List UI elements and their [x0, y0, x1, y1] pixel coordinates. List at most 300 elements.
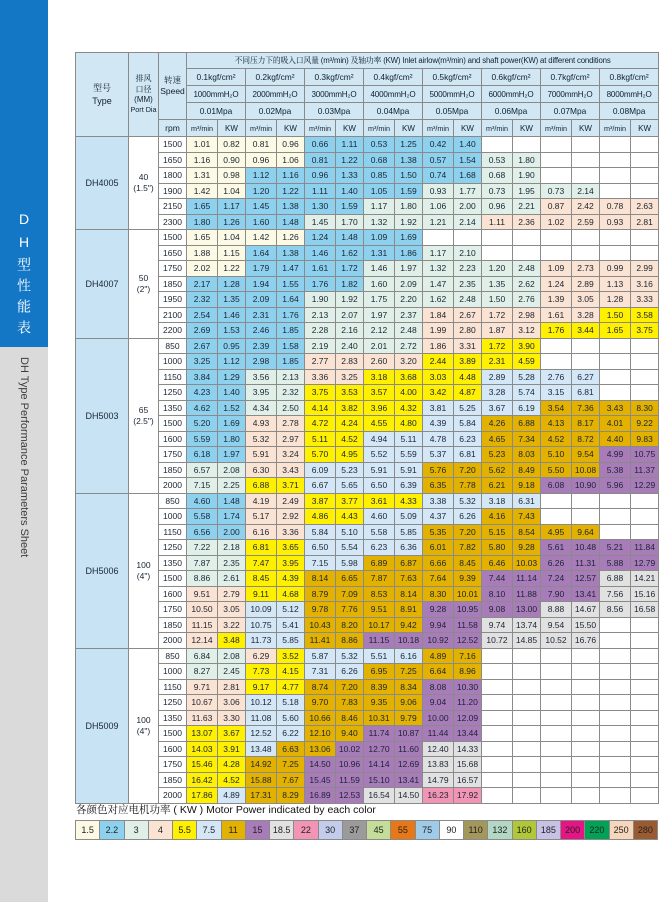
rpm-cell: 1500: [159, 571, 187, 587]
value-cell: 2.98: [513, 307, 541, 323]
value-cell: 2.00: [454, 199, 482, 215]
value-cell: 0.98: [218, 168, 246, 184]
value-cell: 6.63: [277, 741, 305, 757]
table-row: [76, 152, 659, 168]
value-cell: 12.79: [631, 555, 659, 571]
value-cell: 2.16: [336, 323, 364, 339]
value-cell: 3.12: [513, 323, 541, 339]
table-row: [76, 431, 659, 447]
value-cell: 3.25: [336, 369, 364, 385]
value-cell: 1.46: [305, 245, 336, 261]
value-cell: 5.50: [541, 462, 572, 478]
table-row: [76, 400, 659, 416]
value-cell: 5.80: [482, 540, 513, 556]
value-cell: 2.46: [246, 323, 277, 339]
value-cell: 11.08: [246, 710, 277, 726]
value-cell: [572, 710, 600, 726]
rpm-cell: 1500: [159, 726, 187, 742]
value-cell: 4.60: [364, 509, 395, 525]
value-cell: 1.22: [336, 152, 364, 168]
value-cell: 1.68: [454, 168, 482, 184]
header-pressure-mpa: 0.01Mpa: [187, 103, 246, 120]
value-cell: 1.22: [218, 261, 246, 277]
legend-item: 250: [610, 821, 634, 839]
value-cell: 3.36: [277, 524, 305, 540]
value-cell: 1.28: [600, 292, 631, 308]
value-cell: 3.77: [336, 493, 364, 509]
value-cell: [631, 493, 659, 509]
rpm-cell: 1150: [159, 524, 187, 540]
value-cell: 5.37: [423, 447, 454, 463]
value-cell: 2.40: [336, 338, 364, 354]
value-cell: 4.72: [305, 416, 336, 432]
value-cell: 4.33: [395, 493, 423, 509]
value-cell: [600, 741, 631, 757]
value-cell: 3.61: [364, 493, 395, 509]
value-cell: 1.72: [336, 261, 364, 277]
value-cell: 4.52: [336, 431, 364, 447]
value-cell: 13.06: [305, 741, 336, 757]
legend-note: 各颜色对应电机功率 ( KW ) Motor Power indicated by each color: [76, 804, 376, 816]
value-cell: [482, 710, 513, 726]
value-cell: 3.22: [218, 617, 246, 633]
value-cell: 8.54: [513, 524, 541, 540]
value-cell: 7.56: [600, 586, 631, 602]
value-cell: 9.54: [541, 617, 572, 633]
value-cell: 1.48: [336, 230, 364, 246]
value-cell: 4.43: [336, 509, 364, 525]
table-row: [76, 478, 659, 494]
value-cell: 10.66: [305, 710, 336, 726]
value-cell: [600, 137, 631, 153]
value-cell: 0.87: [541, 199, 572, 215]
value-cell: 11.15: [364, 633, 395, 649]
value-cell: 4.39: [423, 416, 454, 432]
value-cell: 5.91: [246, 447, 277, 463]
value-cell: [631, 664, 659, 680]
value-cell: 0.68: [482, 168, 513, 184]
value-cell: 5.70: [305, 447, 336, 463]
legend-item: 110: [464, 821, 488, 839]
value-cell: 2.48: [395, 323, 423, 339]
value-cell: 12.29: [631, 478, 659, 494]
value-cell: [541, 230, 572, 246]
value-cell: 5.85: [277, 633, 305, 649]
value-cell: 9.71: [187, 679, 218, 695]
value-cell: [572, 664, 600, 680]
value-cell: 2.77: [305, 354, 336, 370]
value-cell: 10.52: [541, 633, 572, 649]
value-cell: [541, 664, 572, 680]
value-cell: 1.40: [454, 137, 482, 153]
value-cell: [631, 338, 659, 354]
value-cell: [513, 788, 541, 804]
value-cell: 1.42: [187, 183, 218, 199]
value-cell: 1.11: [482, 214, 513, 230]
value-cell: 2.61: [218, 571, 246, 587]
value-cell: 3.38: [423, 493, 454, 509]
value-cell: [482, 648, 513, 664]
value-cell: 2.09: [246, 292, 277, 308]
value-cell: [482, 757, 513, 773]
value-cell: 1.22: [277, 183, 305, 199]
value-cell: 3.52: [277, 648, 305, 664]
port-dia-cell: 100 (4"): [129, 493, 159, 648]
value-cell: 0.78: [600, 199, 631, 215]
value-cell: 6.65: [336, 571, 364, 587]
value-cell: 1.54: [454, 152, 482, 168]
value-cell: 1.02: [541, 214, 572, 230]
value-cell: 4.77: [277, 679, 305, 695]
value-cell: 2.28: [305, 323, 336, 339]
value-cell: 2.10: [454, 245, 482, 261]
value-cell: [482, 230, 513, 246]
value-cell: 3.28: [572, 307, 600, 323]
value-cell: 4.60: [187, 493, 218, 509]
value-cell: 10.09: [246, 602, 277, 618]
value-cell: 3.91: [218, 741, 246, 757]
value-cell: 5.21: [600, 540, 631, 556]
legend-item: 90: [440, 821, 464, 839]
value-cell: 12.69: [395, 757, 423, 773]
value-cell: 9.04: [423, 695, 454, 711]
value-cell: 2.62: [513, 276, 541, 292]
value-cell: 4.95: [541, 524, 572, 540]
value-cell: 14.03: [187, 741, 218, 757]
table-row: [76, 679, 659, 695]
value-cell: 2.80: [454, 323, 482, 339]
value-cell: 2.19: [305, 338, 336, 354]
model-cell: DH4005: [76, 137, 129, 230]
value-cell: 7.25: [277, 757, 305, 773]
value-cell: 13.07: [187, 726, 218, 742]
value-cell: 1.72: [482, 338, 513, 354]
header-pressure-kgf: 0.4kgf/cm²: [364, 69, 423, 86]
value-cell: [513, 137, 541, 153]
value-cell: 15.45: [305, 772, 336, 788]
value-cell: 1.85: [277, 323, 305, 339]
header-pressure-kgf: 0.7kgf/cm²: [541, 69, 600, 86]
rpm-cell: 2000: [159, 633, 187, 649]
value-cell: 3.03: [423, 369, 454, 385]
header-pressure-kgf: 0.1kgf/cm²: [187, 69, 246, 86]
value-cell: 6.81: [246, 540, 277, 556]
value-cell: 3.81: [423, 400, 454, 416]
value-cell: 16.89: [305, 788, 336, 804]
value-cell: 2.13: [305, 307, 336, 323]
value-cell: 2.63: [631, 199, 659, 215]
value-cell: 4.34: [246, 400, 277, 416]
value-cell: 1.61: [541, 307, 572, 323]
value-cell: 4.00: [395, 385, 423, 401]
value-cell: 1.76: [277, 307, 305, 323]
value-cell: 1.80: [218, 431, 246, 447]
rpm-cell: 1350: [159, 400, 187, 416]
value-cell: 1.17: [423, 245, 454, 261]
header-power-unit: KW: [631, 120, 659, 137]
value-cell: 1.17: [218, 199, 246, 215]
value-cell: 10.96: [336, 757, 364, 773]
value-cell: [572, 168, 600, 184]
value-cell: 2.98: [246, 354, 277, 370]
value-cell: 5.65: [336, 478, 364, 494]
value-cell: [482, 245, 513, 261]
value-cell: 6.87: [395, 555, 423, 571]
value-cell: 3.90: [513, 338, 541, 354]
value-cell: 2.39: [246, 338, 277, 354]
value-cell: [600, 369, 631, 385]
rpm-cell: 2300: [159, 214, 187, 230]
value-cell: 2.69: [187, 323, 218, 339]
rpm-cell: 1150: [159, 679, 187, 695]
value-cell: [631, 788, 659, 804]
value-cell: 1.64: [277, 292, 305, 308]
value-cell: 8.49: [513, 462, 541, 478]
value-cell: 3.71: [277, 478, 305, 494]
table-row: [76, 648, 659, 664]
value-cell: 7.15: [305, 555, 336, 571]
legend-item: 45: [367, 821, 391, 839]
value-cell: 15.88: [246, 772, 277, 788]
value-cell: 2.00: [218, 524, 246, 540]
value-cell: 1.01: [187, 137, 218, 153]
value-cell: 11.63: [187, 710, 218, 726]
value-cell: 2.72: [395, 338, 423, 354]
value-cell: [572, 772, 600, 788]
rpm-cell: 1750: [159, 757, 187, 773]
value-cell: 7.82: [454, 540, 482, 556]
value-cell: 3.15: [541, 385, 572, 401]
table-row: [76, 633, 659, 649]
header-flow-unit: m³/min: [364, 120, 395, 137]
value-cell: 7.87: [364, 571, 395, 587]
value-cell: 8.86: [187, 571, 218, 587]
value-cell: 2.78: [277, 416, 305, 432]
rpm-cell: 2000: [159, 788, 187, 804]
header-power-unit: KW: [336, 120, 364, 137]
table-row: [76, 292, 659, 308]
value-cell: [482, 664, 513, 680]
value-cell: 1.88: [187, 245, 218, 261]
value-cell: 1.16: [277, 168, 305, 184]
value-cell: 16.42: [187, 772, 218, 788]
value-cell: 11.15: [187, 617, 218, 633]
rpm-cell: 1650: [159, 245, 187, 261]
table-row: [76, 695, 659, 711]
value-cell: 4.23: [187, 385, 218, 401]
value-cell: 14.92: [246, 757, 277, 773]
value-cell: [631, 230, 659, 246]
value-cell: [513, 679, 541, 695]
value-cell: 2.09: [395, 276, 423, 292]
value-cell: [600, 679, 631, 695]
value-cell: 10.50: [187, 602, 218, 618]
table-row: [76, 245, 659, 261]
value-cell: 3.16: [631, 276, 659, 292]
value-cell: [600, 788, 631, 804]
value-cell: 3.67: [482, 400, 513, 416]
value-cell: 4.86: [305, 509, 336, 525]
value-cell: 8.30: [423, 586, 454, 602]
legend-item: 37: [343, 821, 367, 839]
value-cell: 1.53: [218, 323, 246, 339]
value-cell: 1.28: [218, 276, 246, 292]
value-cell: [631, 726, 659, 742]
value-cell: [600, 493, 631, 509]
legend-item: 55: [391, 821, 415, 839]
value-cell: 5.51: [364, 648, 395, 664]
value-cell: 16.57: [454, 772, 482, 788]
rpm-cell: 1850: [159, 617, 187, 633]
value-cell: 8.14: [395, 586, 423, 602]
table-row: [76, 183, 659, 199]
value-cell: 4.40: [600, 431, 631, 447]
value-cell: 2.49: [277, 493, 305, 509]
value-cell: 0.81: [246, 137, 277, 153]
value-cell: 0.96: [246, 152, 277, 168]
rpm-cell: 2200: [159, 323, 187, 339]
table-row: [76, 276, 659, 292]
value-cell: 6.35: [423, 478, 454, 494]
value-cell: 8.08: [423, 679, 454, 695]
value-cell: 3.36: [305, 369, 336, 385]
value-cell: 6.46: [482, 555, 513, 571]
table-row: [76, 369, 659, 385]
value-cell: 3.57: [364, 385, 395, 401]
value-cell: 2.48: [513, 261, 541, 277]
value-cell: 1.39: [541, 292, 572, 308]
value-cell: 2.54: [187, 307, 218, 323]
value-cell: [454, 230, 482, 246]
value-cell: [600, 633, 631, 649]
value-cell: 2.02: [187, 261, 218, 277]
header-flow-unit: m³/min: [246, 120, 277, 137]
value-cell: [631, 245, 659, 261]
rpm-cell: 850: [159, 648, 187, 664]
header-pressure-mpa: 0.06Mpa: [482, 103, 541, 120]
value-cell: 2.32: [277, 385, 305, 401]
value-cell: 0.53: [364, 137, 395, 153]
value-cell: 6.95: [364, 664, 395, 680]
motor-power-legend: [75, 820, 658, 840]
value-cell: 9.18: [513, 478, 541, 494]
value-cell: 5.10: [541, 447, 572, 463]
rpm-cell: 1500: [159, 416, 187, 432]
value-cell: 12.57: [572, 571, 600, 587]
value-cell: 1.60: [246, 214, 277, 230]
value-cell: 3.43: [600, 400, 631, 416]
sidebar-gray-panel: [0, 347, 48, 902]
value-cell: 3.75: [631, 323, 659, 339]
rpm-cell: 1250: [159, 695, 187, 711]
value-cell: 6.66: [423, 555, 454, 571]
value-cell: 10.87: [395, 726, 423, 742]
value-cell: 1.45: [246, 199, 277, 215]
legend-item: 22: [294, 821, 318, 839]
value-cell: 5.61: [541, 540, 572, 556]
value-cell: 1.55: [277, 276, 305, 292]
value-cell: [600, 695, 631, 711]
value-cell: 1.38: [277, 245, 305, 261]
value-cell: 11.59: [336, 772, 364, 788]
value-cell: [600, 648, 631, 664]
value-cell: 4.39: [277, 571, 305, 587]
value-cell: 1.47: [277, 261, 305, 277]
value-cell: [541, 509, 572, 525]
value-cell: 4.65: [482, 431, 513, 447]
value-cell: 1.26: [218, 214, 246, 230]
value-cell: 4.62: [187, 400, 218, 416]
value-cell: [513, 772, 541, 788]
value-cell: 6.64: [423, 664, 454, 680]
value-cell: 11.14: [513, 571, 541, 587]
value-cell: 1.84: [423, 307, 454, 323]
value-cell: 3.28: [482, 385, 513, 401]
value-cell: 17.31: [246, 788, 277, 804]
model-cell: DH5009: [76, 648, 129, 803]
header-power-unit: KW: [572, 120, 600, 137]
value-cell: 1.95: [513, 183, 541, 199]
legend-item: 15: [246, 821, 270, 839]
value-cell: 17.92: [454, 788, 482, 804]
legend-item: 7.5: [197, 821, 221, 839]
value-cell: 7.36: [572, 400, 600, 416]
rpm-cell: 1000: [159, 664, 187, 680]
value-cell: 1.65: [187, 199, 218, 215]
rpm-cell: 1650: [159, 152, 187, 168]
value-cell: 3.18: [482, 493, 513, 509]
value-cell: 2.14: [454, 214, 482, 230]
value-cell: [572, 788, 600, 804]
value-cell: 5.59: [187, 431, 218, 447]
table-row: [76, 788, 659, 804]
value-cell: 2.21: [513, 199, 541, 215]
value-cell: 0.90: [218, 152, 246, 168]
value-cell: 1.52: [218, 400, 246, 416]
value-cell: 1.85: [277, 354, 305, 370]
value-cell: 6.27: [572, 369, 600, 385]
value-cell: 9.51: [187, 586, 218, 602]
value-cell: [541, 354, 572, 370]
rpm-cell: 1600: [159, 431, 187, 447]
value-cell: 8.79: [305, 586, 336, 602]
value-cell: 3.75: [305, 385, 336, 401]
value-cell: [513, 245, 541, 261]
value-cell: 4.13: [541, 416, 572, 432]
value-cell: 7.15: [187, 478, 218, 494]
header-power-unit: KW: [454, 120, 482, 137]
value-cell: 2.01: [364, 338, 395, 354]
value-cell: 1.94: [246, 276, 277, 292]
value-cell: 10.03: [513, 555, 541, 571]
header-flow-unit: m³/min: [482, 120, 513, 137]
value-cell: 4.68: [277, 586, 305, 602]
value-cell: 5.58: [187, 509, 218, 525]
value-cell: 1.58: [277, 338, 305, 354]
value-cell: 2.25: [218, 478, 246, 494]
value-cell: 3.68: [395, 369, 423, 385]
value-cell: 2.07: [336, 307, 364, 323]
value-cell: [513, 664, 541, 680]
value-cell: 4.26: [482, 416, 513, 432]
sidebar-title-en: DH Type Performance Parameters Sheet: [18, 357, 30, 558]
rpm-cell: 2100: [159, 307, 187, 323]
header-pressure-mpa: 0.05Mpa: [423, 103, 482, 120]
value-cell: [631, 695, 659, 711]
value-cell: 11.58: [454, 617, 482, 633]
value-cell: [631, 509, 659, 525]
value-cell: 1.62: [423, 292, 454, 308]
